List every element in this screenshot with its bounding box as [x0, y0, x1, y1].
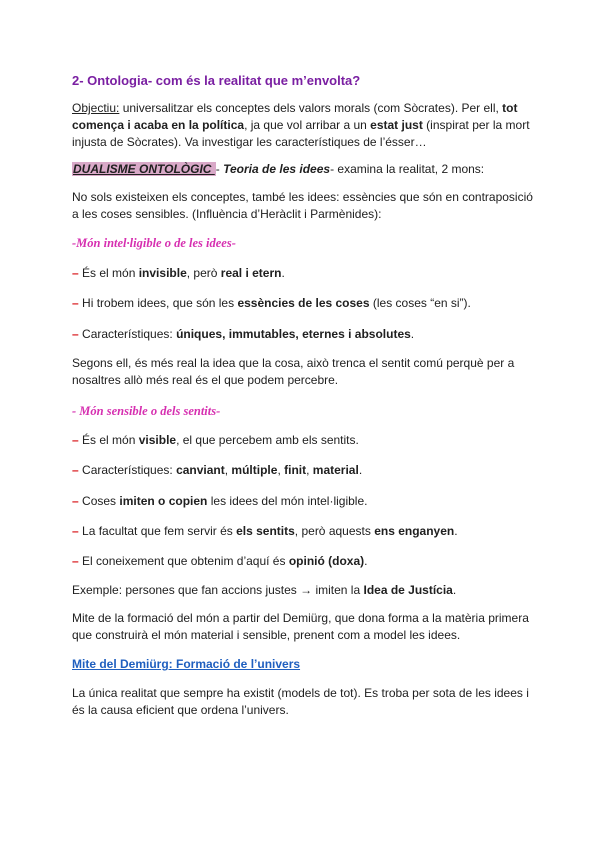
objective-label: Objectiu: — [72, 101, 120, 115]
dualism-line: DUALISME ONTOLÒGIC - Teoria de les idees- examina la realitat, 2 mons: — [73, 162, 485, 176]
theory-label: Teoria de les idees — [223, 162, 331, 176]
list-item: – Característiques: úniques, immutables, eternes i absolutes. — [72, 327, 415, 341]
demiurge-link[interactable]: Mite del Demiürg: Formació de l’univers — [72, 657, 301, 671]
example-line: Exemple: persones que fan accions justes → imiten la Idea de Justícia. — [72, 583, 457, 597]
list-item: – És el món invisible, però real i etern. — [72, 266, 285, 280]
list-item: – Coses imiten o copien les idees del món intel·ligible. — [72, 494, 368, 508]
objective-paragraph: Objectiu: universalitzar els conceptes dels valors morals (com Sòcrates). Per ell, tot comença i acaba en la política, ja que vol arribar a un estat just (inspirat per la mort injusta de Sòcrates). Va investigar les característiques de l’ésser… — [72, 101, 530, 149]
sensible-world-title: - Món sensible o dels sentits- — [72, 404, 221, 418]
intelligible-world-title: -Món intel·ligible o de les idees- — [72, 236, 236, 250]
concepts-paragraph: No sols existeixen els conceptes, també les idees: essències que són en contraposició a les coses sensibles. (Influència d’Heràclit i Parmènides): — [72, 190, 533, 221]
final-paragraph: La única realitat que sempre ha existit (models de tot). Es troba per sota de les idees i és la causa eficient que ordena l’univers. — [72, 686, 529, 717]
reality-paragraph: Segons ell, és més real la idea que la cosa, això trenca el sentit comú perquè per a nosaltres allò més real és el que podem percebre. — [72, 356, 515, 387]
list-item: – El coneixement que obtenim d’aquí és opinió (doxa). — [72, 554, 368, 568]
section-heading: 2- Ontologia- com és la realitat que m’envolta? — [72, 73, 361, 88]
list-item: – Hi trobem idees, que són les essències de les coses (les coses “en si”). — [72, 296, 471, 310]
list-item: – Característiques: canviant, múltiple, finit, material. — [72, 463, 363, 477]
list-item: – És el món visible, el que percebem amb els sentits. — [72, 433, 359, 447]
list-item: – La facultat que fem servir és els sentits, però aquests ens enganyen. — [72, 524, 458, 538]
myth-paragraph: Mite de la formació del món a partir del Demiürg, que dona forma a la matèria primera que construirà el món material i sensible, prenent com a model les idees. — [72, 611, 529, 642]
dualism-label: DUALISME ONTOLÒGIC — [73, 162, 215, 176]
